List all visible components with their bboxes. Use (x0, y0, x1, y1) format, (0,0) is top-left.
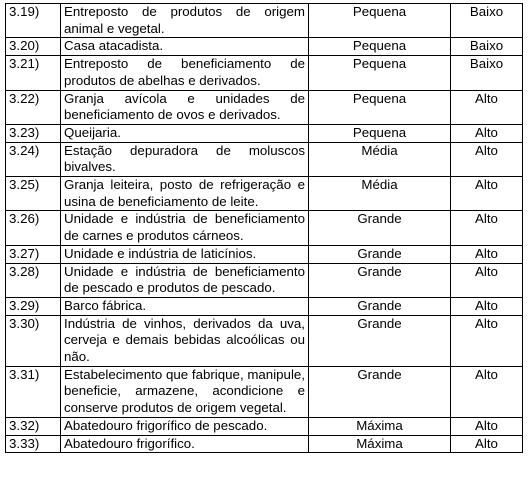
activity-description: Abatedouro frigorífico de pescado. (61, 417, 309, 435)
establishment-size: Máxima (309, 417, 451, 435)
establishment-size: Máxima (309, 435, 451, 453)
table-row (6, 263, 523, 297)
pollution-potential: Alto (451, 142, 523, 176)
pollution-potential: Alto (451, 263, 523, 297)
activity-code: 3.21) (6, 56, 61, 90)
activity-description: Indústria de vinhos, derivados da uva, cerveja e demais bebidas alcoólicas ou não. (61, 315, 309, 366)
activity-code: 3.19) (6, 4, 61, 38)
establishment-size: Grande (309, 211, 451, 245)
activity-description: Unidade e indústria de beneficiamento de carnes e produtos cárneos. (61, 211, 309, 245)
establishment-size: Grande (309, 366, 451, 417)
table-row (6, 142, 523, 176)
table-row (6, 124, 523, 142)
activity-description: Entreposto de produtos de origem animal e vegetal. (61, 4, 309, 38)
establishment-size: Grande (309, 315, 451, 366)
pollution-potential: Alto (451, 315, 523, 366)
activity-description: Estação depuradora de moluscos bivalves. (61, 142, 309, 176)
activity-code: 3.23) (6, 124, 61, 142)
activity-description: Granja avícola e unidades de beneficiamento de ovos e derivados. (61, 90, 309, 124)
activity-description: Casa atacadista. (61, 38, 309, 56)
establishment-size: Pequena (309, 124, 451, 142)
establishment-size: Média (309, 142, 451, 176)
table-row (6, 366, 523, 417)
activity-table (5, 3, 523, 453)
pollution-potential: Alto (451, 124, 523, 142)
establishment-size: Pequena (309, 90, 451, 124)
activity-code: 3.26) (6, 211, 61, 245)
table-row (6, 315, 523, 366)
pollution-potential: Baixo (451, 4, 523, 38)
activity-description: Granja leiteira, posto de refrigeração e usina de beneficiamento de leite. (61, 177, 309, 211)
establishment-size: Grande (309, 263, 451, 297)
activity-code: 3.33) (6, 435, 61, 453)
pollution-potential: Alto (451, 245, 523, 263)
activity-code: 3.29) (6, 297, 61, 315)
pollution-potential: Alto (451, 435, 523, 453)
activity-description: Entreposto de beneficiamento de produtos de abelhas e derivados. (61, 56, 309, 90)
table-row (6, 211, 523, 245)
table-row (6, 245, 523, 263)
table-row (6, 4, 523, 38)
activity-code: 3.28) (6, 263, 61, 297)
pollution-potential: Baixo (451, 56, 523, 90)
activity-description: Estabelecimento que fabrique, manipule, beneficie, armazene, acondicione e conserve produtos de origem vegetal. (61, 366, 309, 417)
activity-table-body (6, 4, 523, 453)
pollution-potential: Alto (451, 90, 523, 124)
activity-description: Abatedouro frigorífico. (61, 435, 309, 453)
activity-code: 3.30) (6, 315, 61, 366)
establishment-size: Pequena (309, 4, 451, 38)
table-row (6, 56, 523, 90)
activity-description: Unidade e indústria de beneficiamento de pescado e produtos de pescado. (61, 263, 309, 297)
activity-code: 3.24) (6, 142, 61, 176)
establishment-size: Média (309, 177, 451, 211)
table-row (6, 177, 523, 211)
pollution-potential: Alto (451, 417, 523, 435)
pollution-potential: Alto (451, 177, 523, 211)
activity-code: 3.20) (6, 38, 61, 56)
activity-code: 3.31) (6, 366, 61, 417)
activity-description: Unidade e indústria de laticínios. (61, 245, 309, 263)
establishment-size: Pequena (309, 38, 451, 56)
establishment-size: Grande (309, 297, 451, 315)
pollution-potential: Baixo (451, 38, 523, 56)
activity-code: 3.25) (6, 177, 61, 211)
table-row (6, 297, 523, 315)
table-row (6, 435, 523, 453)
pollution-potential: Alto (451, 211, 523, 245)
establishment-size: Grande (309, 245, 451, 263)
table-row (6, 90, 523, 124)
pollution-potential: Alto (451, 297, 523, 315)
pollution-potential: Alto (451, 366, 523, 417)
table-row (6, 38, 523, 56)
activity-code: 3.27) (6, 245, 61, 263)
establishment-size: Pequena (309, 56, 451, 90)
activity-code: 3.32) (6, 417, 61, 435)
activity-description: Queijaria. (61, 124, 309, 142)
activity-description: Barco fábrica. (61, 297, 309, 315)
table-row (6, 417, 523, 435)
activity-code: 3.22) (6, 90, 61, 124)
